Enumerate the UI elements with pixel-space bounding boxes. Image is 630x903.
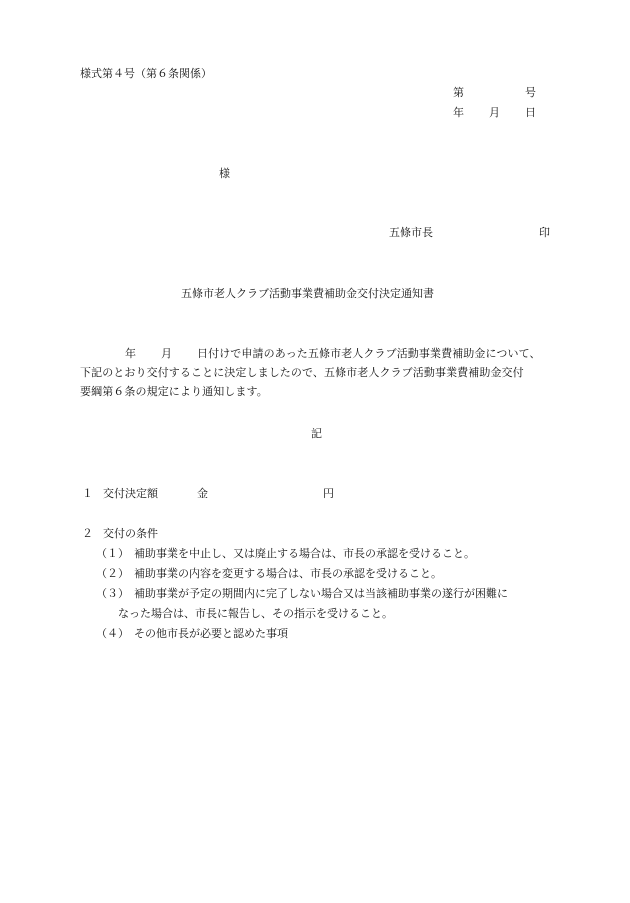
document-title: 五條市老人クラブ活動事業費補助金交付決定通知書 [181,287,434,300]
item1-amount-suffix: 円 [323,487,334,500]
condition-3-continuation: なった場合は、市長に報告し、その指示を受けること。 [118,607,393,620]
item1-amount-prefix: 金 [197,487,208,500]
body-line-2: 下記のとおり交付することに決定しましたので、五條市老人クラブ活動事業費補助金交付 [80,366,524,379]
body-line-1: 日付けで申請のあった五條市老人クラブ活動事業費補助金について、 [197,347,541,360]
date-month: 月 [489,106,500,119]
issuer-title: 五條市長 [389,226,433,239]
item1-label: 交付決定額 [103,487,158,500]
condition-4-number: （４） [96,627,129,640]
addressee-honorific: 様 [219,167,230,180]
item1-number: １ [82,487,93,500]
form-number: 様式第４号（第６条関係） [80,67,212,80]
doc-number-prefix: 第 [453,86,464,99]
item2-label: 交付の条件 [103,527,158,540]
condition-4-text: その他市長が必要と認めた事項 [134,627,288,640]
condition-3-text: 補助事業が予定の期間内に完了しない場合又は当該補助事業の遂行が困難に [134,587,508,600]
date-day: 日 [525,106,536,119]
issuer-seal: 印 [539,226,550,239]
date-year: 年 [453,106,464,119]
condition-3-number: （３） [96,587,129,600]
item2-number: ２ [82,527,93,540]
body-line-3: 要綱第６条の規定により通知します。 [80,385,268,398]
body-year: 年 [125,347,137,360]
body-month: 月 [161,347,173,360]
condition-2-text: 補助事業の内容を変更する場合は、市長の承認を受けること。 [134,567,442,580]
condition-1-text: 補助事業を中止し、又は廃止する場合は、市長の承認を受けること。 [134,547,475,560]
doc-number-suffix: 号 [525,86,536,99]
condition-1-number: （１） [96,547,129,560]
condition-2-number: （２） [96,567,129,580]
ki-heading: 記 [311,427,322,440]
